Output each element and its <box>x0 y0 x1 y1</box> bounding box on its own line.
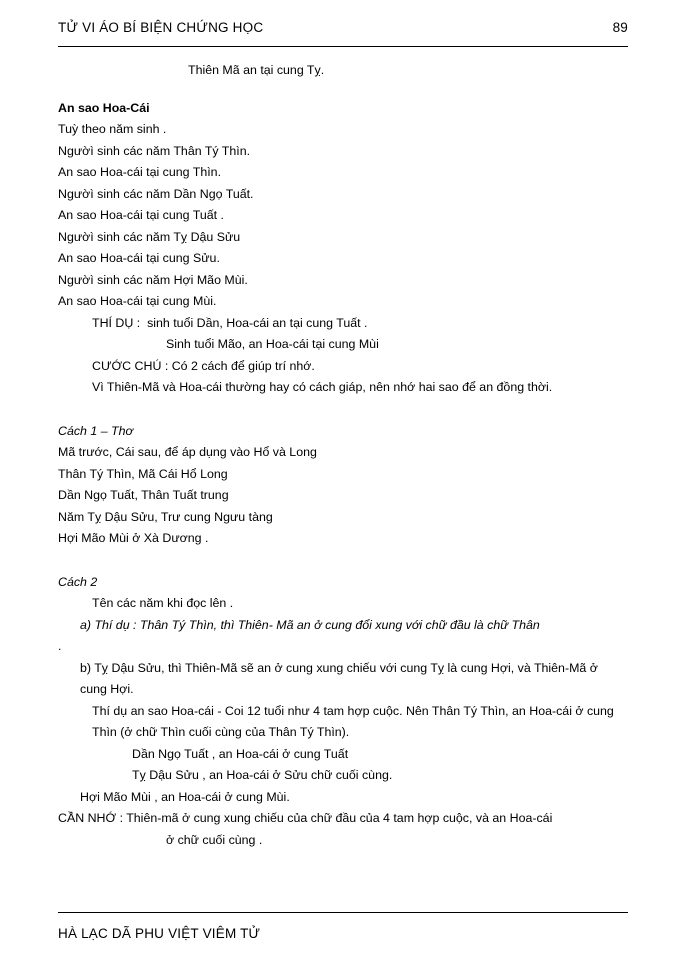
example-line-1: THÍ DỤ : sinh tuổi Dần, Hoa-cái an tại cung Tuất . <box>92 315 368 330</box>
section1-line-4: An sao Hoa-cái tại cung Tuất . <box>58 208 224 222</box>
example-line-2: Sinh tuổi Mão, an Hoa-cái tại cung Mùi <box>166 337 379 351</box>
remember-line-2: ở chữ cuối cùng . <box>166 832 263 847</box>
cach1-line-3: Năm Tỵ Dậu Sửu, Trư cung Ngưu tàng <box>58 509 273 524</box>
cach1-line-2: Dần Ngọ Tuất, Thân Tuất trung <box>58 488 229 502</box>
cach2-heading: Cách 2 <box>58 574 98 589</box>
section-heading-an-sao-hoa-cai: An sao Hoa-Cái <box>58 100 150 115</box>
section1-line-3: Ngườì sinh các năm Dần Ngọ Tuất. <box>58 186 254 201</box>
cach1-heading: Cách 1 – Thơ <box>58 423 133 438</box>
header-title: TỬ VI ÁO BÍ BIỆN CHỨNG HỌC <box>58 20 264 35</box>
spacer <box>58 82 628 98</box>
cach1-line-1: Thân Tý Thìn, Mã Cái Hổ Long <box>58 466 228 481</box>
intro-line: Thiên Mã an tại cung Tỵ. <box>188 63 325 77</box>
cach2-paragraph: Thí dụ an sao Hoa-cái - Coi 12 tuổi như 4 tam hợp cuộc. Nên Thân Tý Thìn, an Hoa-cái ở cung Thìn (ở chữ Thìn cuối cùng của Thân Tý Thìn). <box>92 703 614 739</box>
remember-line-1: CẦN NHỚ : Thiên-mã ở cung xung chiếu của chữ đầu của 4 tam hợp cuộc, và an Hoa-cái <box>58 811 553 825</box>
section1-line-8: An sao Hoa-cái tại cung Mùi. <box>58 294 217 308</box>
section1-line-5: Ngườì sinh các năm Tỵ Dậu Sửu <box>58 229 241 244</box>
page-footer: HÀ LẠC DÃ PHU VIỆT VIÊM TỬ <box>58 926 261 941</box>
spacer <box>58 550 628 572</box>
note-line-1: CƯỚC CHÚ : Có 2 cách để giúp trí nhớ. <box>92 358 315 373</box>
header-divider <box>58 46 628 47</box>
section1-line-7: Ngườì sinh các năm Hợi Mão Mùi. <box>58 272 248 287</box>
cach2-sub-2: Tỵ Dậu Sửu , an Hoa-cái ở Sửu chữ cuối cùng. <box>132 768 393 782</box>
spacer <box>58 399 628 421</box>
cach2-sub-3: Hợi Mão Mùi , an Hoa-cái ở cung Mùi. <box>80 789 290 804</box>
cach2-item-b: b) Tỵ Dậu Sửu, thì Thiên-Mã sẽ an ở cung xung chiếu với cung Tỵ là cung Hợi, và Thiên-Mã ở cung Hợi. <box>80 660 598 696</box>
cach2-sub-1: Dần Ngọ Tuất , an Hoa-cái ở cung Tuất <box>132 746 349 761</box>
note-line-2: Vì Thiên-Mã và Hoa-cái thường hay có cách giáp, nên nhớ hai sao để an đồng thời. <box>92 380 553 394</box>
header-page-number: 89 <box>612 20 628 35</box>
section1-line-1: Ngườì sinh các năm Thân Tý Thìn. <box>58 143 251 158</box>
cach2-item-a-cont: . <box>58 639 62 653</box>
cach2-line-1: Tên các năm khi đọc lên . <box>92 596 234 610</box>
section1-line-2: An sao Hoa-cái tại cung Thìn. <box>58 165 222 179</box>
section1-line-6: An sao Hoa-cái tại cung Sửu. <box>58 251 220 265</box>
cach2-item-a: a) Thí dụ : Thân Tý Thìn, thì Thiên- Mã an ở cung đổi xung với chữ đầu là chữ Thân <box>80 617 540 632</box>
document-body <box>58 60 628 851</box>
page-header <box>58 20 628 35</box>
footer-divider <box>58 912 628 913</box>
cach1-line-4: Hợi Mão Mùi ở Xà Dương . <box>58 531 209 545</box>
section1-line-0: Tuỳ theo năm sinh . <box>58 122 167 136</box>
cach1-line-0: Mã trước, Cái sau, để áp dụng vào Hổ và Long <box>58 445 317 459</box>
